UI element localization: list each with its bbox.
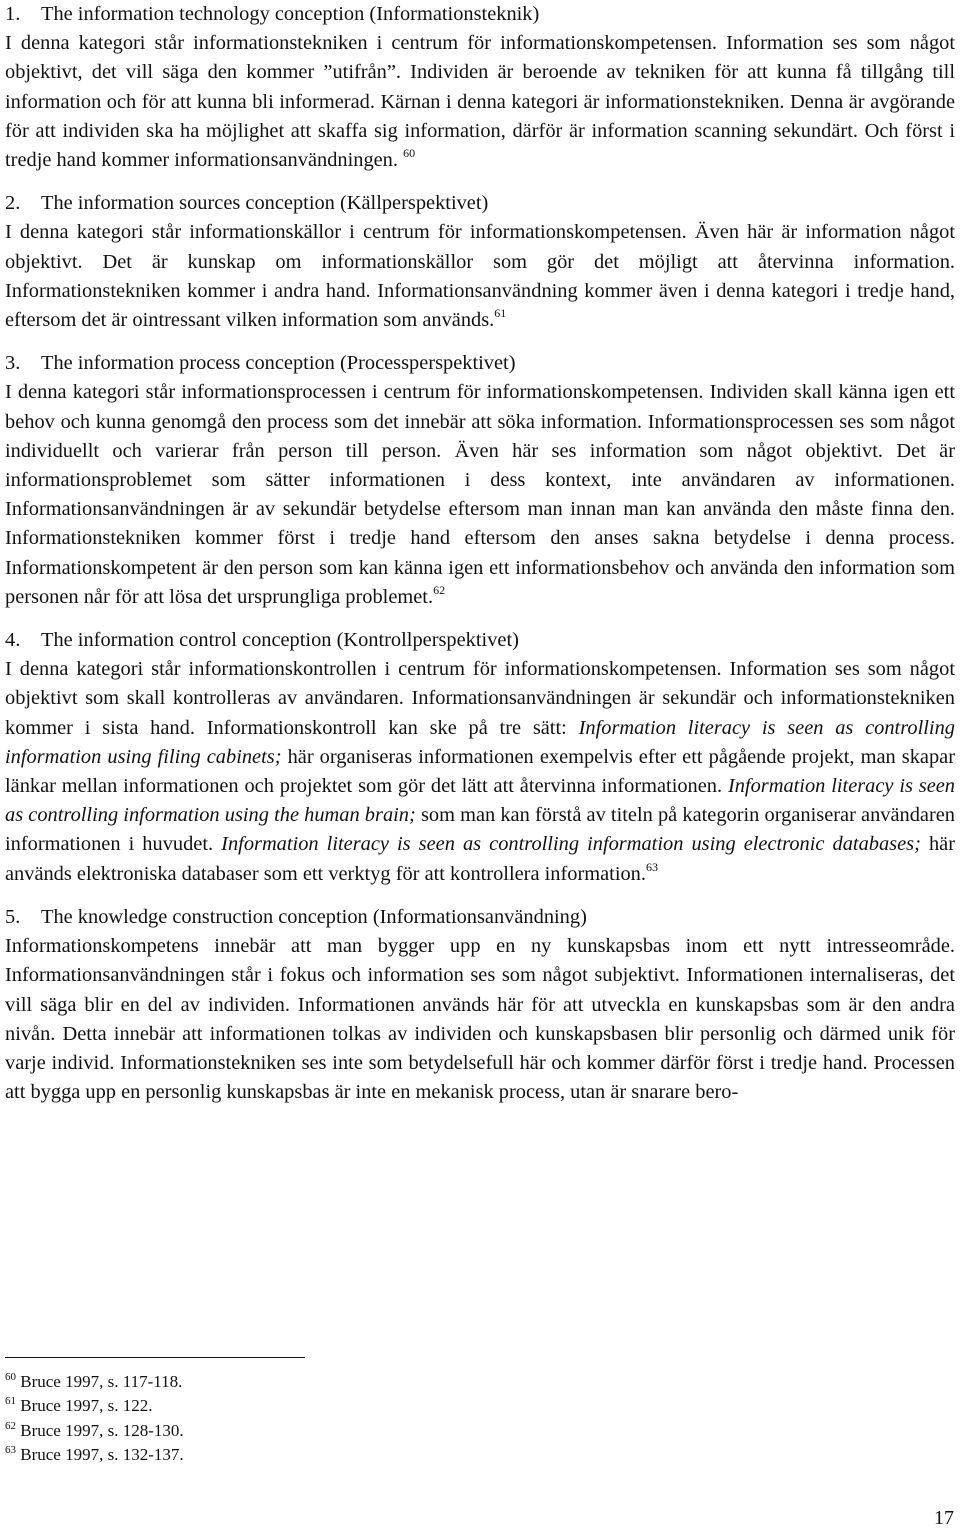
section-5 xyxy=(5,903,955,1107)
section-3 xyxy=(5,349,955,612)
section-1 xyxy=(5,0,955,175)
section-heading xyxy=(5,0,955,29)
footnote-ref[interactable]: 62 xyxy=(433,582,446,597)
footnote-number: 63 xyxy=(5,1443,16,1456)
section-number: 2. xyxy=(5,192,21,215)
footnote xyxy=(5,1394,605,1418)
italic-phrase: Information literacy is seen as controlling information using electronic databases; xyxy=(221,833,921,856)
body-text: I denna kategori står informationskontrollen i centrum för informationskompetensen. Information ses som något objektivt som skall kontrolleras av användaren. Informationsanvändningen är sekundär och informationstekniken kommer i sista hand. Informationskontroll kan ske på tre sätt: xyxy=(5,658,955,739)
section-body xyxy=(5,378,955,612)
section-2 xyxy=(5,189,955,335)
footnotes xyxy=(5,1370,605,1467)
footnote-text: Bruce 1997, s. 122. xyxy=(20,1396,153,1416)
footnote xyxy=(5,1443,605,1467)
section-title: The information process conception (Processperspektivet) xyxy=(41,352,516,375)
section-number: 3. xyxy=(5,352,21,375)
footnote-text: Bruce 1997, s. 117-118. xyxy=(20,1372,183,1391)
section-body xyxy=(5,29,955,175)
footnote-number: 61 xyxy=(5,1395,16,1408)
section-title: The knowledge construction conception (Informationsanvändning) xyxy=(41,905,587,928)
footnote-number: 62 xyxy=(5,1419,16,1432)
footnote-number: 60 xyxy=(5,1371,16,1383)
section-body xyxy=(5,218,955,335)
section-body xyxy=(5,655,955,889)
section-4 xyxy=(5,626,955,889)
section-heading xyxy=(5,189,955,218)
section-title: The information sources conception (Källperspektivet) xyxy=(41,192,489,215)
footnote-ref[interactable]: 60 xyxy=(403,146,416,161)
footnote xyxy=(5,1370,605,1394)
page-number: 17 xyxy=(934,1507,954,1529)
body-text: här används elektroniska databaser som ett verktyg för att kontrollera information. xyxy=(5,833,955,885)
document-page xyxy=(5,0,955,1121)
footnote-divider xyxy=(5,1357,305,1358)
section-number: 1. xyxy=(5,3,21,25)
section-heading xyxy=(5,903,955,932)
section-heading xyxy=(5,626,955,655)
section-title: The information control conception (Kontrollperspektivet) xyxy=(41,629,519,652)
italic-phrase: Information literacy is seen as controlling information using filing cabinets; xyxy=(5,716,955,768)
body-text: I denna kategori står informationstekniken i centrum för informationskompetensen. Information ses som något objektivt, det vill säga den kommer ”utifrån”. Individen är beroende av tekniken för att kunna få tillgång till information och för att kunna bli informerad. Kärnan i denna kategori är informationstekniken. Denna är avgörande för att individen ska ha möjlighet att skaffa sig information, därför är information scanning sekundärt. Och först i tredje hand kommer informationsanvändningen. xyxy=(5,32,955,172)
footnote-ref[interactable]: 63 xyxy=(645,859,658,874)
footnote-text: Bruce 1997, s. 132-137. xyxy=(20,1444,184,1464)
section-number: 5. xyxy=(5,905,21,928)
footnote-text: Bruce 1997, s. 128-130. xyxy=(20,1420,184,1440)
body-text: I denna kategori står informationsprocessen i centrum för informationskompetensen. Individen skall känna igen ett behov och kunna genomgå den process som det innebär att söka information. Informationsprocessen ses som något individuellt och varierar från person till person. Även här ses information som något objektivt. Det är informationsproblemet som sätter informationen i dess kontext, inte användaren av informationen. Informationsanvändningen är av sekundär betydelse eftersom man innan man kan använda den måste finna den. Informationstekniken kommer först i tredje hand eftersom den anses sakna betydelse i denna process. Informationskompetent är den person som kan känna igen ett informationsbehov och använda den information som personen når för att lösa det ursprungliga problemet. xyxy=(5,381,955,608)
body-text: som man kan förstå av titeln på kategorin organiserar användaren informationen i huvudet. xyxy=(5,804,955,856)
section-heading xyxy=(5,349,955,378)
section-number: 4. xyxy=(5,629,21,652)
section-title: The information technology conception (Informationsteknik) xyxy=(41,3,540,25)
italic-phrase: Information literacy is seen as controlling information using the human brain; xyxy=(5,775,955,827)
footnote xyxy=(5,1419,605,1443)
body-text: Informationskompetens innebär att man bygger upp en ny kunskapsbas inom ett nytt intresseområde. Informationsanvändningen står i fokus och information ses som något subjektivt. Informationen internaliseras, det vill säga blir en del av individen. Informationen används här för att utveckla en kunskapsbas som är den andra nivån. Detta innebär att informationen tolkas av individen och kunskapsbasen blir personlig och därmed unik för varje individ. Informationstekniken ses inte som betydelsefull här och kommer därför först i tredje hand. Processen att bygga upp en personlig kunskapsbas är inte en mekanisk process, utan är snarare bero- xyxy=(5,935,955,1104)
footnote-ref[interactable]: 61 xyxy=(494,306,507,321)
body-text: I denna kategori står informationskällor i centrum för informationskompetensen. Även här är information något objektivt. Det är kunskap om informationskällor som gör det möjligt att återvinna information. Informationstekniken kommer i andra hand. Informationsanvändning kommer även i denna kategori i tredje hand, eftersom det är ointressant vilken information som används. xyxy=(5,221,955,332)
section-body xyxy=(5,932,955,1107)
body-text: här organiseras informationen exempelvis efter ett pågående projekt, man skapar länkar mellan informationen och projektet som gör det lätt att återvinna informationen. xyxy=(5,745,955,798)
